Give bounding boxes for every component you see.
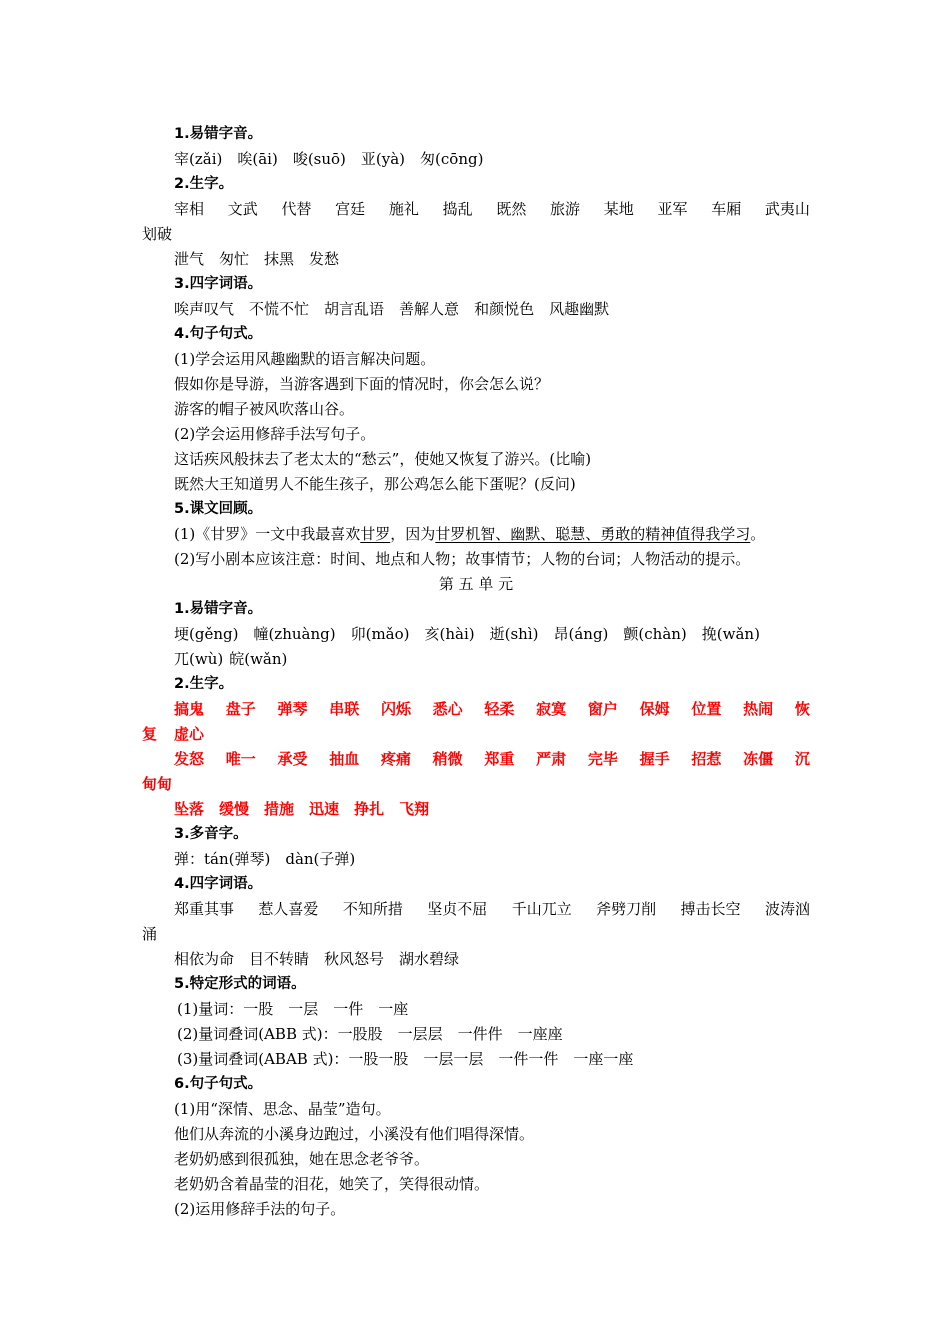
heading-pronunciation: 1.易错字音。	[174, 601, 263, 617]
sentence-line: 老奶奶感到很孤独，她在思念老爷爷。	[174, 1150, 430, 1168]
sentence-line: 老奶奶含着晶莹的泪花，她笑了，笑得很动情。	[174, 1175, 490, 1193]
heading-polyphones: 3.多音字。	[174, 826, 248, 842]
word-item: 坠落	[174, 800, 205, 818]
sentence-line: 假如你是导游，当游客遇到下面的情况时，你会怎么说？	[174, 375, 550, 393]
word-item: 恢	[794, 700, 810, 718]
heading-new-characters: 2.生字。	[174, 176, 234, 192]
word-item: 闪烁	[380, 700, 411, 718]
word-item: 稍微	[432, 750, 463, 768]
idiom-item: 秋风怒号	[324, 950, 385, 968]
word-item: 文武	[227, 200, 258, 218]
word-item: 抽血	[329, 750, 360, 768]
word-item: 飞翔	[399, 800, 430, 818]
idiom-item: 胡言乱语	[324, 300, 385, 318]
forms-line: (2)量词叠词(ABB 式)：一股股 一层层 一件件 一座座	[177, 1025, 563, 1043]
review-line: (2)写小剧本应该注意：时间、地点和人物；故事情节；人物的台词；人物活动的提示。	[174, 550, 751, 568]
word-item: 热闹	[743, 700, 774, 718]
unit-title: 第 五 单 元	[438, 575, 514, 593]
word-item: 轻柔	[484, 700, 515, 718]
idiom-item: 不慌不忙	[249, 300, 310, 318]
idioms-row	[142, 897, 810, 922]
idiom-item: 相依为命	[174, 950, 235, 968]
sentence-line: 这话疾风般抹去了老太太的“愁云”，使她又恢复了游兴。(比喻)	[174, 450, 592, 468]
word-item: 冻僵	[743, 750, 774, 768]
sentence-line: 既然大王知道男人不能生孩子，那公鸡怎么能下蛋呢？(反问)	[174, 475, 576, 493]
word-item: 发怒	[174, 750, 205, 768]
word-item: 寂寞	[536, 700, 567, 718]
new-characters-wrap	[142, 722, 810, 747]
word-item: 代替	[281, 200, 312, 218]
heading-new-characters: 2.生字。	[174, 676, 234, 692]
word-item: 发愁	[309, 250, 340, 268]
heading-text-review: 5.课文回顾。	[174, 501, 263, 517]
new-characters-row	[142, 247, 810, 272]
sentence-line: (2)运用修辞手法的句子。	[174, 1200, 346, 1218]
sentence-line: (2)学会运用修辞手法写句子。	[174, 425, 376, 443]
idioms-wrap: 涌	[142, 925, 158, 943]
pron-item: 昂(áng)	[553, 625, 609, 643]
idiom-item: 善解人意	[399, 300, 460, 318]
review-line	[142, 522, 810, 547]
word-item: 泄气	[174, 250, 205, 268]
word-item: 悉心	[432, 700, 463, 718]
pron-item: 挽(wǎn)	[701, 625, 760, 643]
word-item: 亚军	[657, 200, 688, 218]
idiom-item: 郑重其事	[174, 900, 235, 918]
word-item: 位置	[691, 700, 722, 718]
new-characters-row	[142, 697, 810, 722]
idiom-item: 不知所措	[342, 900, 403, 918]
word-item: 挣扎	[354, 800, 385, 818]
word-item: 旅游	[550, 200, 581, 218]
idioms-row	[142, 297, 810, 322]
word-item: 宫廷	[335, 200, 366, 218]
word-item: 施礼	[388, 200, 419, 218]
word-item: 疼痛	[380, 750, 411, 768]
pron-item: 幢(zhuàng)	[253, 625, 336, 643]
review-text: (1)《甘罗》一文中我最喜欢	[174, 525, 361, 543]
word-item: 承受	[277, 750, 308, 768]
idiom-item: 风趣幽默	[549, 300, 610, 318]
sentence-line: 他们从奔流的小溪身边跑过，小溪没有他们唱得深情。	[174, 1125, 535, 1143]
word-item: 串联	[329, 700, 360, 718]
word-item: 缓慢	[219, 800, 250, 818]
idiom-item: 坚贞不屈	[427, 900, 488, 918]
word-item: 抹黑	[264, 250, 295, 268]
word-item: 握手	[639, 750, 670, 768]
pronunciation-list	[142, 622, 810, 647]
heading-sentences: 4.句子句式。	[174, 326, 263, 342]
idiom-item: 唉声叹气	[174, 300, 235, 318]
pron-item: 皖(wǎn)	[229, 650, 288, 668]
idiom-item: 搏击长空	[680, 900, 741, 918]
heading-special-forms: 5.特定形式的词语。	[174, 976, 306, 992]
new-characters-row	[142, 797, 810, 822]
heading-idioms: 3.四字词语。	[174, 276, 263, 292]
pronunciation-list	[142, 647, 810, 672]
idiom-item: 目不转睛	[249, 950, 310, 968]
idiom-item: 波涛汹	[764, 900, 810, 918]
pron-item: 宰(zǎi)	[174, 150, 223, 168]
idiom-item: 千山兀立	[511, 900, 572, 918]
word-item: 宰相	[174, 200, 205, 218]
sentence-line: 游客的帽子被风吹落山谷。	[174, 400, 355, 418]
word-item: 某地	[603, 200, 634, 218]
word-item: 迅速	[309, 800, 340, 818]
pronunciation-list	[142, 147, 810, 172]
pron-item: 唆(suō)	[292, 150, 346, 168]
heading-idioms: 4.四字词语。	[174, 876, 263, 892]
word-item: 沉	[794, 750, 810, 768]
document-page	[142, 122, 810, 1222]
word-item: 复	[142, 725, 158, 743]
word-item: 窗户	[587, 700, 618, 718]
word-item: 武夷山	[764, 200, 810, 218]
word-item: 虚心	[174, 725, 205, 743]
pron-item: 兀(wù)	[174, 650, 224, 668]
word-item: 唯一	[225, 750, 256, 768]
polyphone-line: 弹：tán(弹琴) dàn(子弹)	[174, 850, 356, 868]
new-characters-wrap: 划破	[142, 225, 173, 243]
pron-item: 颤(chàn)	[623, 625, 687, 643]
pron-item: 亚(yà)	[360, 150, 406, 168]
word-item: 完毕	[587, 750, 618, 768]
word-item: 搞鬼	[174, 700, 205, 718]
review-text: ，因为	[390, 525, 436, 543]
word-item: 招惹	[691, 750, 722, 768]
pron-item: 亥(hài)	[424, 625, 475, 643]
sentence-line: (1)用“深情、思念、晶莹”造句。	[174, 1100, 391, 1118]
new-characters-wrap: 甸甸	[142, 775, 173, 793]
pron-item: 逝(shì)	[489, 625, 539, 643]
review-answer-blank: 甘罗机智、幽默、聪慧、勇敢的精神值得我学习	[435, 525, 751, 543]
idioms-row	[142, 947, 810, 972]
word-item: 措施	[264, 800, 295, 818]
word-item: 捣乱	[442, 200, 473, 218]
review-text: 。	[750, 525, 766, 543]
forms-line: (1)量词：一股 一层 一件 一座	[177, 1000, 409, 1018]
word-item: 车厢	[711, 200, 742, 218]
word-item: 严肃	[536, 750, 567, 768]
pron-item: 匆(cōng)	[420, 150, 484, 168]
word-item: 盘子	[225, 700, 256, 718]
idiom-item: 和颜悦色	[474, 300, 535, 318]
heading-sentences: 6.句子句式。	[174, 1076, 263, 1092]
word-item: 匆忙	[219, 250, 250, 268]
word-item: 弹琴	[277, 700, 308, 718]
idiom-item: 惹人喜爱	[258, 900, 319, 918]
forms-line: (3)量词叠词(ABAB 式)：一股一股 一层一层 一件一件 一座一座	[177, 1050, 634, 1068]
word-item: 保姆	[639, 700, 670, 718]
heading-pronunciation: 1.易错字音。	[174, 126, 263, 142]
new-characters-row	[142, 747, 810, 772]
review-answer-blank: 甘罗	[360, 525, 391, 543]
pron-item: 唉(āi)	[237, 150, 278, 168]
word-item: 既然	[496, 200, 527, 218]
word-item: 郑重	[484, 750, 515, 768]
pron-item: 埂(gěng)	[174, 625, 239, 643]
pron-item: 卯(mǎo)	[350, 625, 410, 643]
sentence-line: (1)学会运用风趣幽默的语言解决问题。	[174, 350, 436, 368]
idiom-item: 斧劈刀削	[596, 900, 657, 918]
idiom-item: 湖水碧绿	[399, 950, 460, 968]
new-characters-row	[142, 197, 810, 222]
